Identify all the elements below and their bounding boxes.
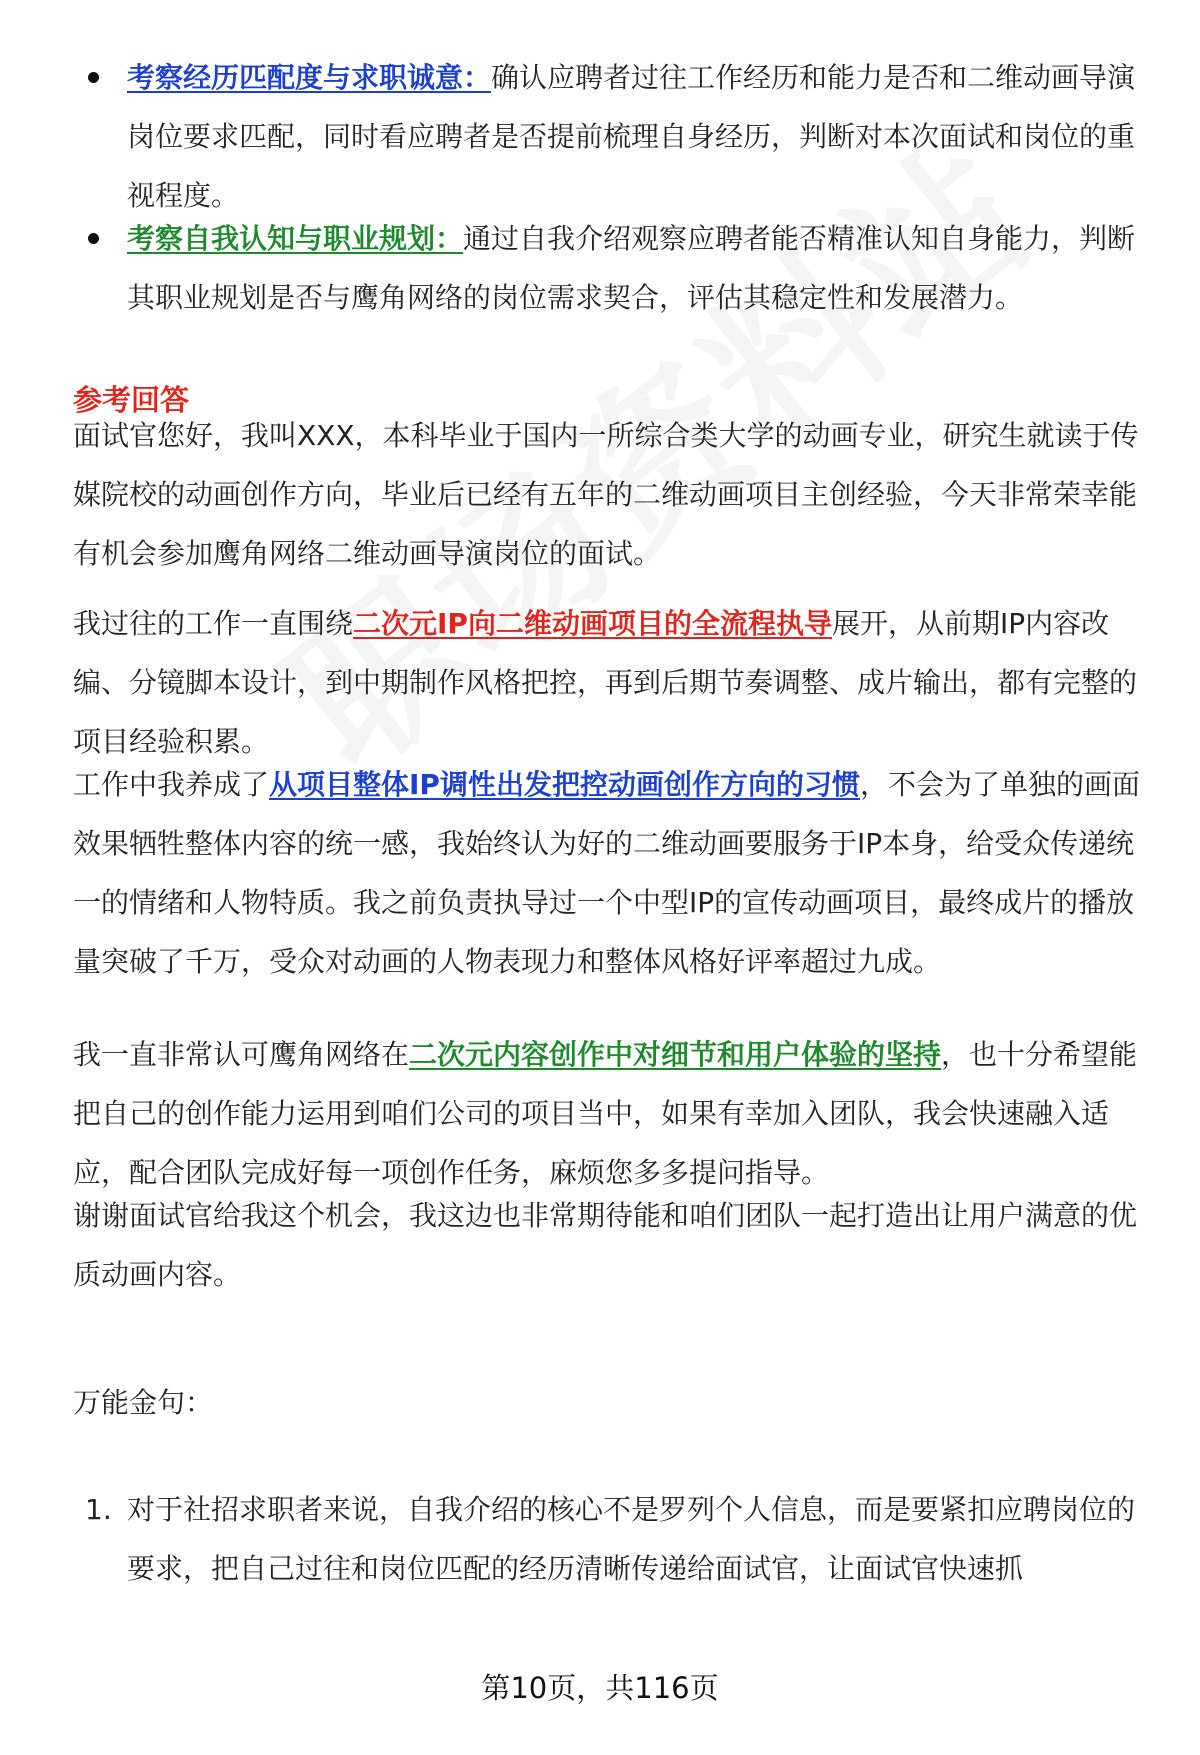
highlight-text: 二次元IP向二维动画项目的全流程执导 bbox=[353, 607, 832, 640]
golden-title: 万能金句： bbox=[73, 1386, 214, 1419]
bullet-label: 考察经历匹配度与求职诚意： bbox=[127, 61, 492, 94]
bullet-text: 通过自我介绍观察应聘者能否精准认知自身能力，判断其职业规划是否与鹰角网络的岗位需求契合，评估其稳定性和发展潜力。 bbox=[127, 222, 1136, 314]
list-number: 1. bbox=[85, 1493, 112, 1526]
bullet-item-1 bbox=[127, 48, 1143, 225]
paragraph-text: ，也十分希望能把自己的创作能力运用到咱们公司的项目当中，如果有幸加入团队，我会快速融入适应，配合团队完成好每一项创作任务，麻烦您多多提问指导。 bbox=[73, 1038, 1138, 1189]
page-footer: 第10页，共116页 bbox=[481, 1671, 719, 1705]
highlight-text: 二次元内容创作中对细节和用户体验的坚持 bbox=[409, 1038, 942, 1071]
bullet-item-2 bbox=[127, 209, 1143, 327]
section-title: 参考回答 bbox=[73, 383, 190, 417]
paragraph-text: 我过往的工作一直围绕 bbox=[73, 607, 354, 640]
paragraph-experience bbox=[73, 594, 1143, 771]
bullet-dot bbox=[88, 72, 99, 83]
bullet-label: 考察自我认知与职业规划： bbox=[127, 222, 464, 255]
paragraph-thanks: 谢谢面试官给我这个机会，我这边也非常期待能和咱们团队一起打造出让用户满意的优质动画内容。 bbox=[73, 1199, 1138, 1291]
numbered-item-1: 对于社招求职者来说，自我介绍的核心不是罗列个人信息，而是要紧扣应聘岗位的要求，把自己过往和岗位匹配的经历清晰传递给面试官，让面试官快速抓 bbox=[127, 1493, 1136, 1585]
paragraph-company bbox=[73, 1025, 1143, 1202]
bullet-text: 确认应聘者过往工作经历和能力是否和二维动画导演岗位要求匹配，同时看应聘者是否提前梳理自身经历，判断对本次面试和岗位的重视程度。 bbox=[127, 61, 1136, 212]
paragraph-intro: 面试官您好，我叫XXX，本科毕业于国内一所综合类大学的动画专业，研究生就读于传媒院校的动画创作方向，毕业后已经有五年的二维动画项目主创经验，今天非常荣幸能有机会参加鹰角网络二维动画导演岗位的面试。 bbox=[73, 419, 1139, 570]
paragraph-habit bbox=[73, 755, 1143, 991]
highlight-text: 从项目整体IP调性出发把控动画创作方向的习惯 bbox=[269, 768, 860, 801]
bullet-dot bbox=[88, 233, 99, 244]
paragraph-text: 工作中我养成了 bbox=[73, 768, 270, 801]
paragraph-text: 展开，从前期IP内容改编、分镜脚本设计，到中期制作风格把控，再到后期节奏调整、成片输出，都有完整的项目经验积累。 bbox=[73, 607, 1138, 758]
paragraph-text: 我一直非常认可鹰角网络在 bbox=[73, 1038, 410, 1071]
paragraph-text: ，不会为了单独的画面效果牺牲整体内容的统一感，我始终认为好的二维动画要服务于IP本身，给受众传递统一的情绪和人物特质。我之前负责执导过一个中型IP的宣传动画项目，最终成片的播放量突破了千万，受众对动画的人物表现力和整体风格好评率超过九成。 bbox=[73, 768, 1140, 978]
